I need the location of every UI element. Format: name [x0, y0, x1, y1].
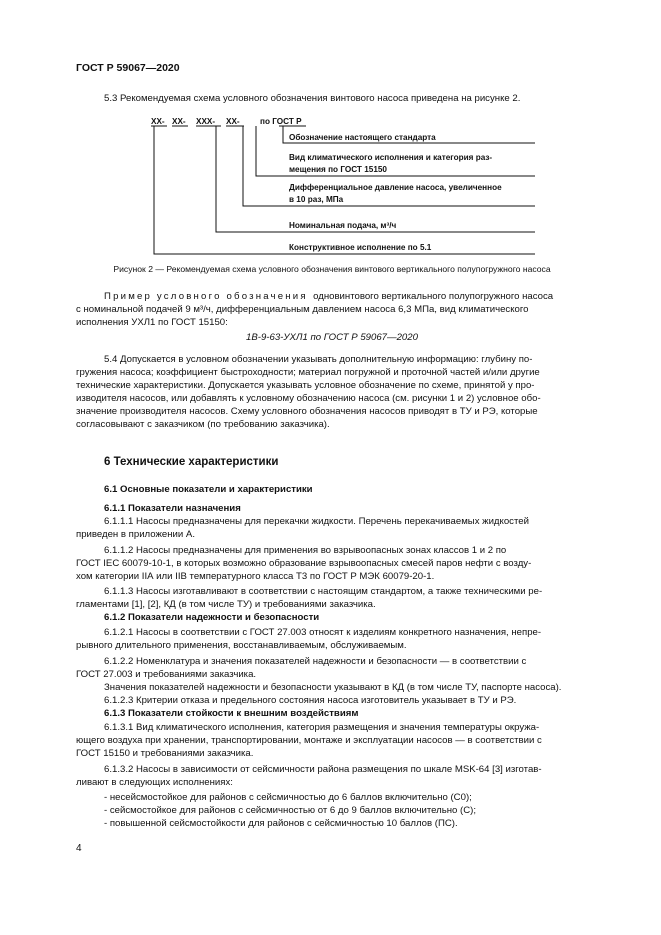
page-number: 4 — [76, 843, 82, 854]
para-5-4-line-4: изводителя насосов, или добавлять к условному обозначению насоса (см. рисунки 1 и 2) условное обо- — [76, 393, 541, 404]
p6113-line-2: гламентами [1], [2], КД (в том числе ТУ) и требованиями заказчика. — [76, 599, 376, 610]
p6122-extra: Значения показателей надежности и безопасности указывают в КД (в том числе ТУ, паспорте насоса). — [104, 682, 562, 693]
p6121-line-1: 6.1.2.1 Насосы в соответствии с ГОСТ 27.003 относят к изделиям конкретного назначения, непре- — [104, 627, 542, 638]
p6112-line-2: ГОСТ IEC 60079-10-1, в которых возможно образование взрывоопасных смесей паров нефти с возду- — [76, 558, 532, 569]
section-6-1-title: 6.1 Основные показатели и характеристики — [104, 484, 313, 495]
section-6-1-1-title: 6.1.1 Показатели назначения — [104, 503, 241, 514]
example-line-1 — [76, 291, 588, 304]
para-5-4-line-3: технические характеристики. Допускается указывать условное обозначение по схеме, принятой у про- — [76, 380, 535, 391]
list-item-ps: - повышенной сейсмостойкости для районов с сейсмичностью 10 баллов (ПС). — [104, 818, 458, 829]
para-5-4-line-1: 5.4 Допускается в условном обозначении указывать дополнительную информацию: глубину по- — [104, 354, 533, 365]
scheme-label-flow: Номинальная подача, м³/ч — [289, 221, 397, 230]
scheme-label-climate-2: мещения по ГОСТ 15150 — [289, 165, 387, 174]
p6131-line-1: 6.1.3.1 Вид климатического исполнения, категория размещения и значения температуры окружа- — [104, 722, 540, 733]
intro-5-3: 5.3 Рекомендуемая схема условного обозначения винтового насоса приведена на рисунке 2. — [104, 93, 521, 104]
scheme-label-pressure-1: Дифференциальное давление насоса, увеличенное — [289, 183, 502, 192]
scheme-label-construction: Конструктивное исполнение по 5.1 — [289, 243, 432, 252]
list-item-c0: - несейсмостойкое для районов с сейсмичностью до 6 баллов включительно (С0); — [104, 792, 472, 803]
scheme-code-3: ХХХ- — [196, 117, 216, 126]
figure-caption: Рисунок 2 — Рекомендуемая схема условного обозначения винтового вертикального полупогружного насоса — [113, 264, 551, 274]
scheme-code-4: ХХ- — [226, 117, 240, 126]
scheme-code-1: ХХ- — [151, 117, 165, 126]
p6111-line-1: 6.1.1.1 Насосы предназначены для перекачки жидкости. Перечень перекачиваемых жидкостей — [104, 516, 529, 527]
p6132-line-2: ливают в следующих исполнениях: — [76, 777, 233, 788]
p6131-line-3: ГОСТ 15150 и требованиями заказчика. — [76, 748, 254, 759]
p6123: 6.1.2.3 Критерии отказа и предельного состояния насоса изготовитель указывает в ТУ и РЭ. — [104, 695, 517, 706]
scheme-label-pressure-2: в 10 раз, МПа — [289, 195, 344, 204]
p6122-line-2: ГОСТ 27.003 и требованиями заказчика. — [76, 669, 257, 680]
p6131-line-2: ющего воздуха при хранении, транспортировании, монтаже и эксплуатации насосов — в соответствии с — [76, 735, 542, 746]
section-6-1-3-title: 6.1.3 Показатели стойкости к внешним воздействиям — [104, 708, 359, 719]
p6112-line-1: 6.1.1.2 Насосы предназначены для применения во взрывоопасных зонах классов 1 и 2 по — [104, 545, 507, 556]
scheme-code-5: по ГОСТ Р — [260, 117, 302, 126]
para-5-4-line-5: значение производителя насосов. Схему условного обозначения насосов приводят в ТУ и РЭ, которые — [76, 406, 538, 417]
p6113-line-1: 6.1.1.3 Насосы изготавливают в соответствии с настоящим стандартом, а также техническими ре- — [104, 586, 543, 597]
p6132-line-1: 6.1.3.2 Насосы в зависимости от сейсмичности района размещения по шкале MSK-64 [3] изготав- — [104, 764, 542, 775]
scheme-code-2: ХХ- — [172, 117, 186, 126]
scheme-label-climate-1: Вид климатического исполнения и категория раз- — [289, 153, 493, 162]
p6122-line-1: 6.1.2.2 Номенклатура и значения показателей надежности и безопасности — в соответствии с — [104, 656, 527, 667]
p6111-line-2: приведен в приложении А. — [76, 529, 195, 540]
example-lead: Пример условного обозначения — [104, 291, 308, 302]
para-5-4-line-6: согласовывают с заказчиком (по требованию заказчика). — [76, 419, 330, 430]
p6112-line-3: хом категории IIА или IIВ температурного класса Т3 по ГОСТ Р МЭК 60079-20-1. — [76, 571, 435, 582]
example-line-1-rest: одновинтового вертикального полупогружного насоса — [313, 291, 554, 302]
p6121-line-2: рывного длительного применения, восстанавливаемым, обслуживаемым. — [76, 640, 407, 651]
example-line-3: исполнения УХЛ1 по ГОСТ 15150: — [76, 317, 228, 328]
designation-scheme — [0, 0, 661, 300]
list-item-c: - сейсмостойкое для районов с сейсмичностью от 6 до 9 баллов включительно (С); — [104, 805, 477, 816]
section-6-title: 6 Технические характеристики — [104, 456, 279, 468]
section-6-1-2-title: 6.1.2 Показатели надежности и безопасности — [104, 612, 320, 623]
document-header: ГОСТ Р 59067—2020 — [76, 62, 180, 74]
example-line-2: с номинальной подачей 9 м³/ч, дифференциальным давлением насоса 6,3 МПа, вид климатического — [76, 304, 529, 315]
scheme-label-standard: Обозначение настоящего стандарта — [289, 133, 436, 142]
example-formula: 1В-9-63-УХЛ1 по ГОСТ Р 59067—2020 — [246, 332, 418, 343]
para-5-4-line-2: гружения насоса; коэффициент быстроходности; материал погружной и проточной частей и/или другие — [76, 367, 540, 378]
